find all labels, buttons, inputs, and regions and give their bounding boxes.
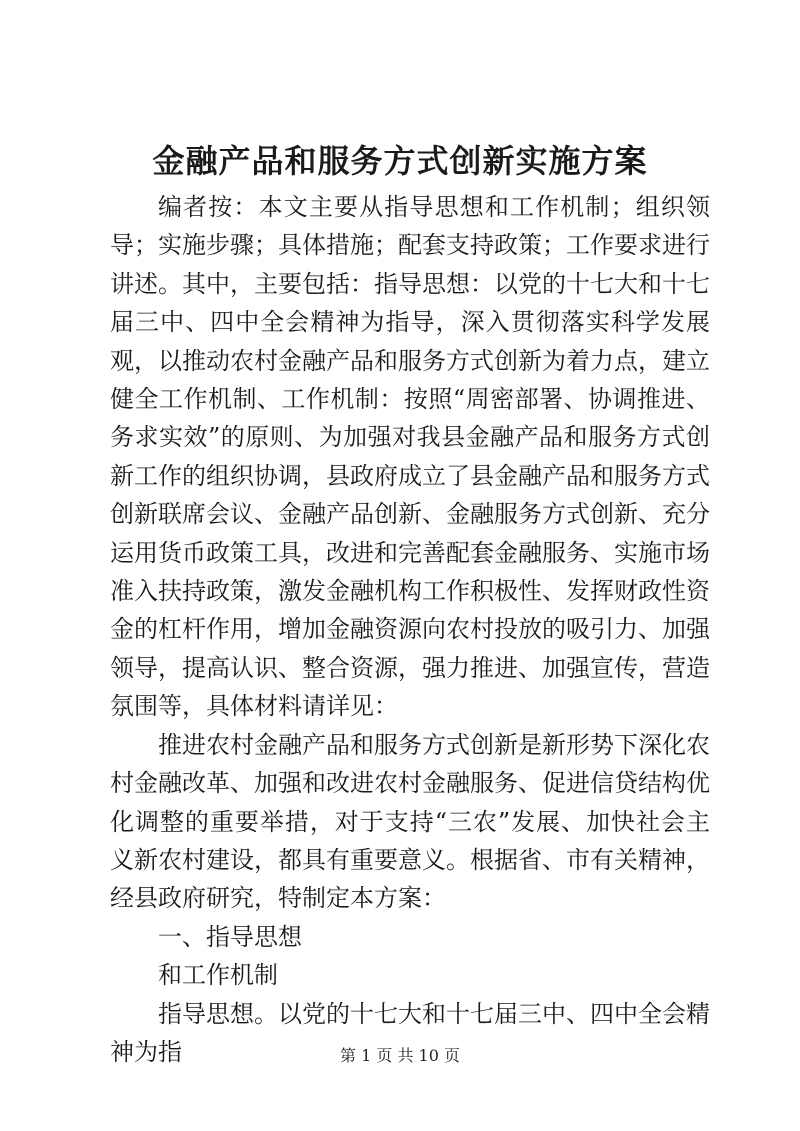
guiding-thought-paragraph: 指导思想。以党的十七大和十七届三中、四中全会精神为指 (110, 999, 710, 1066)
document-body (110, 188, 710, 1071)
section-heading: 一、指导思想 (158, 922, 302, 951)
section-subheading: 和工作机制 (158, 961, 278, 990)
page-number-footer: 第 1 页 共 10 页 (340, 1046, 460, 1065)
editor-note-paragraph: 编者按：本文主要从指导思想和工作机制；组织领导；实施步骤；具体措施；配套支持政策；工作要求进行讲述。其中，主要包括：指导思想：以党的十七大和十七届三中、四中全会精神为指导，深入贯彻落实科学发展观，以推动农村金融产品和服务方式创新为着力点，建立健全工作机制、工作机制：按照“周密部署、协调推进、务求实效”的原则、为加强对我县金融产品和服务方式创新工作的组织协调，县政府成立了县金融产品和服务方式创新联席会议、金融产品创新、金融服务方式创新、充分运用货币政策工具，改进和完善配套金融服务、实施市场准入扶持政策，激发金融机构工作积极性、发挥财政性资金的杠杆作用，增加金融资源向农村投放的吸引力、加强领导，提高认识、整合资源，强力推进、加强宣传，营造氛围等，具体材料请详见： (110, 193, 710, 721)
document-title: 金融产品和服务方式创新实施方案 (152, 142, 648, 180)
intro-paragraph: 推进农村金融产品和服务方式创新是新形势下深化农村金融改革、加强和改进农村金融服务、促进信贷结构优化调整的重要举措，对于支持“三农”发展、加快社会主义新农村建设，都具有重要意义。根据省、市有关精神，经县政府研究，特制定本方案： (110, 730, 710, 913)
